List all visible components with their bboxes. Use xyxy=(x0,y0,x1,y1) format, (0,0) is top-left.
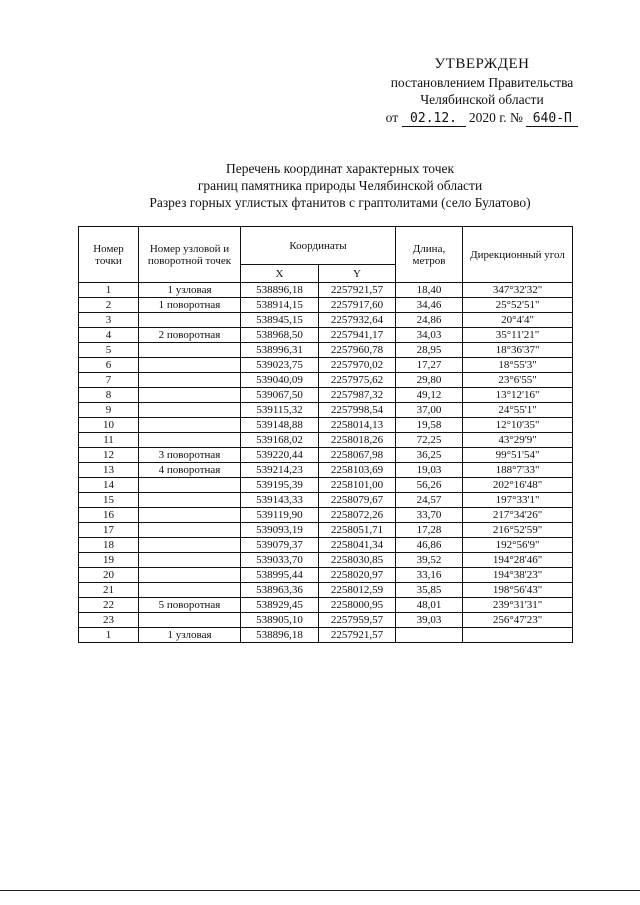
x-cell: 539079,37 xyxy=(241,538,319,553)
point-number-cell: 23 xyxy=(79,613,139,628)
length-cell: 33,16 xyxy=(396,568,463,583)
table-row xyxy=(79,538,573,553)
length-cell xyxy=(396,628,463,643)
x-cell: 538896,18 xyxy=(241,628,319,643)
x-cell: 538995,44 xyxy=(241,568,319,583)
point-number-cell: 1 xyxy=(79,283,139,298)
length-cell: 46,86 xyxy=(396,538,463,553)
angle-cell: 12°10'35" xyxy=(463,418,573,433)
point-number-cell: 8 xyxy=(79,388,139,403)
point-number-cell: 12 xyxy=(79,448,139,463)
point-number-cell: 9 xyxy=(79,403,139,418)
point-number-cell: 16 xyxy=(79,508,139,523)
length-cell: 29,80 xyxy=(396,373,463,388)
y-cell: 2257917,60 xyxy=(319,298,396,313)
header-point-number: Номер точки xyxy=(79,227,139,283)
node-cell xyxy=(139,418,241,433)
point-number-cell: 1 xyxy=(79,628,139,643)
point-number-cell: 15 xyxy=(79,493,139,508)
y-cell: 2257970,02 xyxy=(319,358,396,373)
x-cell: 539168,02 xyxy=(241,433,319,448)
node-cell: 1 узловая xyxy=(139,283,241,298)
y-cell: 2258018,26 xyxy=(319,433,396,448)
y-cell: 2257959,57 xyxy=(319,613,396,628)
coordinates-table xyxy=(78,226,573,643)
angle-cell: 217°34'26" xyxy=(463,508,573,523)
x-cell: 539148,88 xyxy=(241,418,319,433)
angle-cell: 18°55'3" xyxy=(463,358,573,373)
point-number-cell: 17 xyxy=(79,523,139,538)
x-cell: 539093,19 xyxy=(241,523,319,538)
length-cell: 34,46 xyxy=(396,298,463,313)
length-cell: 72,25 xyxy=(396,433,463,448)
length-cell: 37,00 xyxy=(396,403,463,418)
year-label: 2020 г. № xyxy=(468,110,523,125)
title-line-1: Перечень координат характерных точек xyxy=(225,161,455,176)
angle-cell: 198°56'43" xyxy=(463,583,573,598)
angle-cell: 194°28'46" xyxy=(463,553,573,568)
node-cell xyxy=(139,568,241,583)
y-cell: 2257921,57 xyxy=(319,283,396,298)
angle-cell: 347°32'32" xyxy=(463,283,573,298)
angle-cell xyxy=(463,628,573,643)
point-number-cell: 4 xyxy=(79,328,139,343)
node-cell xyxy=(139,313,241,328)
table-row xyxy=(79,523,573,538)
y-cell: 2258012,59 xyxy=(319,583,396,598)
node-cell xyxy=(139,538,241,553)
angle-cell: 43°29'9" xyxy=(463,433,573,448)
angle-cell: 216°52'59" xyxy=(463,523,573,538)
table-row xyxy=(79,613,573,628)
node-cell: 5 поворотная xyxy=(139,598,241,613)
length-cell: 34,03 xyxy=(396,328,463,343)
title-line-3: Разрез горных углистых фтанитов с граптолитами (село Булатово) xyxy=(149,195,531,210)
node-cell xyxy=(139,403,241,418)
x-cell: 538896,18 xyxy=(241,283,319,298)
node-cell xyxy=(139,373,241,388)
node-cell: 1 узловая xyxy=(139,628,241,643)
approval-date: 02.12. xyxy=(402,112,466,127)
header-length: Длина, метров xyxy=(396,227,463,283)
header-coordinates: Координаты xyxy=(241,227,396,265)
point-number-cell: 22 xyxy=(79,598,139,613)
y-cell: 2258101,00 xyxy=(319,478,396,493)
y-cell: 2258030,85 xyxy=(319,553,396,568)
y-cell: 2258072,26 xyxy=(319,508,396,523)
node-cell: 1 поворотная xyxy=(139,298,241,313)
table-row xyxy=(79,448,573,463)
angle-cell: 99°51'54" xyxy=(463,448,573,463)
length-cell: 28,95 xyxy=(396,343,463,358)
table-row xyxy=(79,478,573,493)
table-row xyxy=(79,313,573,328)
y-cell: 2258000,95 xyxy=(319,598,396,613)
node-cell xyxy=(139,478,241,493)
length-cell: 36,25 xyxy=(396,448,463,463)
approval-number: 640-П xyxy=(526,112,578,127)
x-cell: 538914,15 xyxy=(241,298,319,313)
x-cell: 539067,50 xyxy=(241,388,319,403)
angle-cell: 197°33'1" xyxy=(463,493,573,508)
length-cell: 17,27 xyxy=(396,358,463,373)
node-cell: 4 поворотная xyxy=(139,463,241,478)
point-number-cell: 11 xyxy=(79,433,139,448)
y-cell: 2257975,62 xyxy=(319,373,396,388)
angle-cell: 35°11'21" xyxy=(463,328,573,343)
point-number-cell: 20 xyxy=(79,568,139,583)
y-cell: 2258079,67 xyxy=(319,493,396,508)
length-cell: 39,03 xyxy=(396,613,463,628)
length-cell: 24,86 xyxy=(396,313,463,328)
point-number-cell: 14 xyxy=(79,478,139,493)
table-row xyxy=(79,628,573,643)
angle-cell: 13°12'16" xyxy=(463,388,573,403)
angle-cell: 192°56'9" xyxy=(463,538,573,553)
angle-cell: 188°7'33" xyxy=(463,463,573,478)
table-row xyxy=(79,433,573,448)
node-cell xyxy=(139,553,241,568)
length-cell: 39,52 xyxy=(396,553,463,568)
point-number-cell: 3 xyxy=(79,313,139,328)
angle-cell: 202°16'48" xyxy=(463,478,573,493)
table-row xyxy=(79,358,573,373)
x-cell: 538945,15 xyxy=(241,313,319,328)
length-cell: 19,58 xyxy=(396,418,463,433)
x-cell: 539143,33 xyxy=(241,493,319,508)
node-cell xyxy=(139,523,241,538)
angle-cell: 239°31'31" xyxy=(463,598,573,613)
angle-cell: 23°6'55" xyxy=(463,373,573,388)
y-cell: 2257987,32 xyxy=(319,388,396,403)
point-number-cell: 7 xyxy=(79,373,139,388)
angle-cell: 18°36'37" xyxy=(463,343,573,358)
point-number-cell: 10 xyxy=(79,418,139,433)
y-cell: 2258103,69 xyxy=(319,463,396,478)
angle-cell: 194°38'23" xyxy=(463,568,573,583)
approval-line-2: Челябинской области xyxy=(420,92,544,107)
angle-cell: 24°55'1" xyxy=(463,403,573,418)
node-cell: 3 поворотная xyxy=(139,448,241,463)
length-cell: 33,70 xyxy=(396,508,463,523)
table-row xyxy=(79,598,573,613)
angle-cell: 256°47'23" xyxy=(463,613,573,628)
table-row xyxy=(79,343,573,358)
point-number-cell: 19 xyxy=(79,553,139,568)
table-row xyxy=(79,463,573,478)
x-cell: 538968,50 xyxy=(241,328,319,343)
table-row xyxy=(79,298,573,313)
length-cell: 56,26 xyxy=(396,478,463,493)
y-cell: 2258014,13 xyxy=(319,418,396,433)
point-number-cell: 21 xyxy=(79,583,139,598)
x-cell: 539220,44 xyxy=(241,448,319,463)
table-body xyxy=(79,283,573,643)
point-number-cell: 5 xyxy=(79,343,139,358)
y-cell: 2258067,98 xyxy=(319,448,396,463)
x-cell: 538996,31 xyxy=(241,343,319,358)
y-cell: 2257960,78 xyxy=(319,343,396,358)
length-cell: 49,12 xyxy=(396,388,463,403)
y-cell: 2257921,57 xyxy=(319,628,396,643)
length-cell: 18,40 xyxy=(396,283,463,298)
x-cell: 538905,10 xyxy=(241,613,319,628)
node-cell xyxy=(139,508,241,523)
node-cell xyxy=(139,388,241,403)
point-number-cell: 6 xyxy=(79,358,139,373)
node-cell xyxy=(139,433,241,448)
x-cell: 539195,39 xyxy=(241,478,319,493)
length-cell: 17,28 xyxy=(396,523,463,538)
x-cell: 539040,09 xyxy=(241,373,319,388)
header-angle: Дирекционный угол xyxy=(463,227,573,283)
y-cell: 2257998,54 xyxy=(319,403,396,418)
point-number-cell: 13 xyxy=(79,463,139,478)
table-row xyxy=(79,553,573,568)
document-title xyxy=(60,160,620,211)
length-cell: 48,01 xyxy=(396,598,463,613)
length-cell: 19,03 xyxy=(396,463,463,478)
from-label: от xyxy=(385,110,399,125)
y-cell: 2257941,17 xyxy=(319,328,396,343)
node-cell xyxy=(139,613,241,628)
header-y: Y xyxy=(319,265,396,283)
angle-cell: 25°52'51" xyxy=(463,298,573,313)
node-cell xyxy=(139,583,241,598)
page-bottom-rule xyxy=(0,890,640,891)
angle-cell: 20°4'4" xyxy=(463,313,573,328)
y-cell: 2258020,97 xyxy=(319,568,396,583)
table-row xyxy=(79,388,573,403)
table-row xyxy=(79,403,573,418)
x-cell: 539115,32 xyxy=(241,403,319,418)
title-line-2: границ памятника природы Челябинской области xyxy=(197,178,483,193)
table-row xyxy=(79,493,573,508)
y-cell: 2258041,34 xyxy=(319,538,396,553)
x-cell: 539119,90 xyxy=(241,508,319,523)
x-cell: 538963,36 xyxy=(241,583,319,598)
x-cell: 539214,23 xyxy=(241,463,319,478)
table-row xyxy=(79,508,573,523)
node-cell xyxy=(139,493,241,508)
table-row xyxy=(79,583,573,598)
table-row xyxy=(79,568,573,583)
node-cell xyxy=(139,358,241,373)
point-number-cell: 2 xyxy=(79,298,139,313)
y-cell: 2258051,71 xyxy=(319,523,396,538)
node-cell xyxy=(139,343,241,358)
table-row xyxy=(79,418,573,433)
x-cell: 539023,75 xyxy=(241,358,319,373)
approval-date-line xyxy=(362,109,602,127)
table-row xyxy=(79,373,573,388)
table-row xyxy=(79,283,573,298)
table-row xyxy=(79,328,573,343)
node-cell: 2 поворотная xyxy=(139,328,241,343)
header-x: X xyxy=(241,265,319,283)
x-cell: 539033,70 xyxy=(241,553,319,568)
length-cell: 35,85 xyxy=(396,583,463,598)
approval-block xyxy=(362,56,602,127)
header-node-number: Номер узловой и поворотной точек xyxy=(139,227,241,283)
approval-heading: УТВЕРЖДЕН xyxy=(434,56,530,72)
point-number-cell: 18 xyxy=(79,538,139,553)
length-cell: 24,57 xyxy=(396,493,463,508)
y-cell: 2257932,64 xyxy=(319,313,396,328)
x-cell: 538929,45 xyxy=(241,598,319,613)
approval-line-1: постановлением Правительства xyxy=(390,75,574,90)
